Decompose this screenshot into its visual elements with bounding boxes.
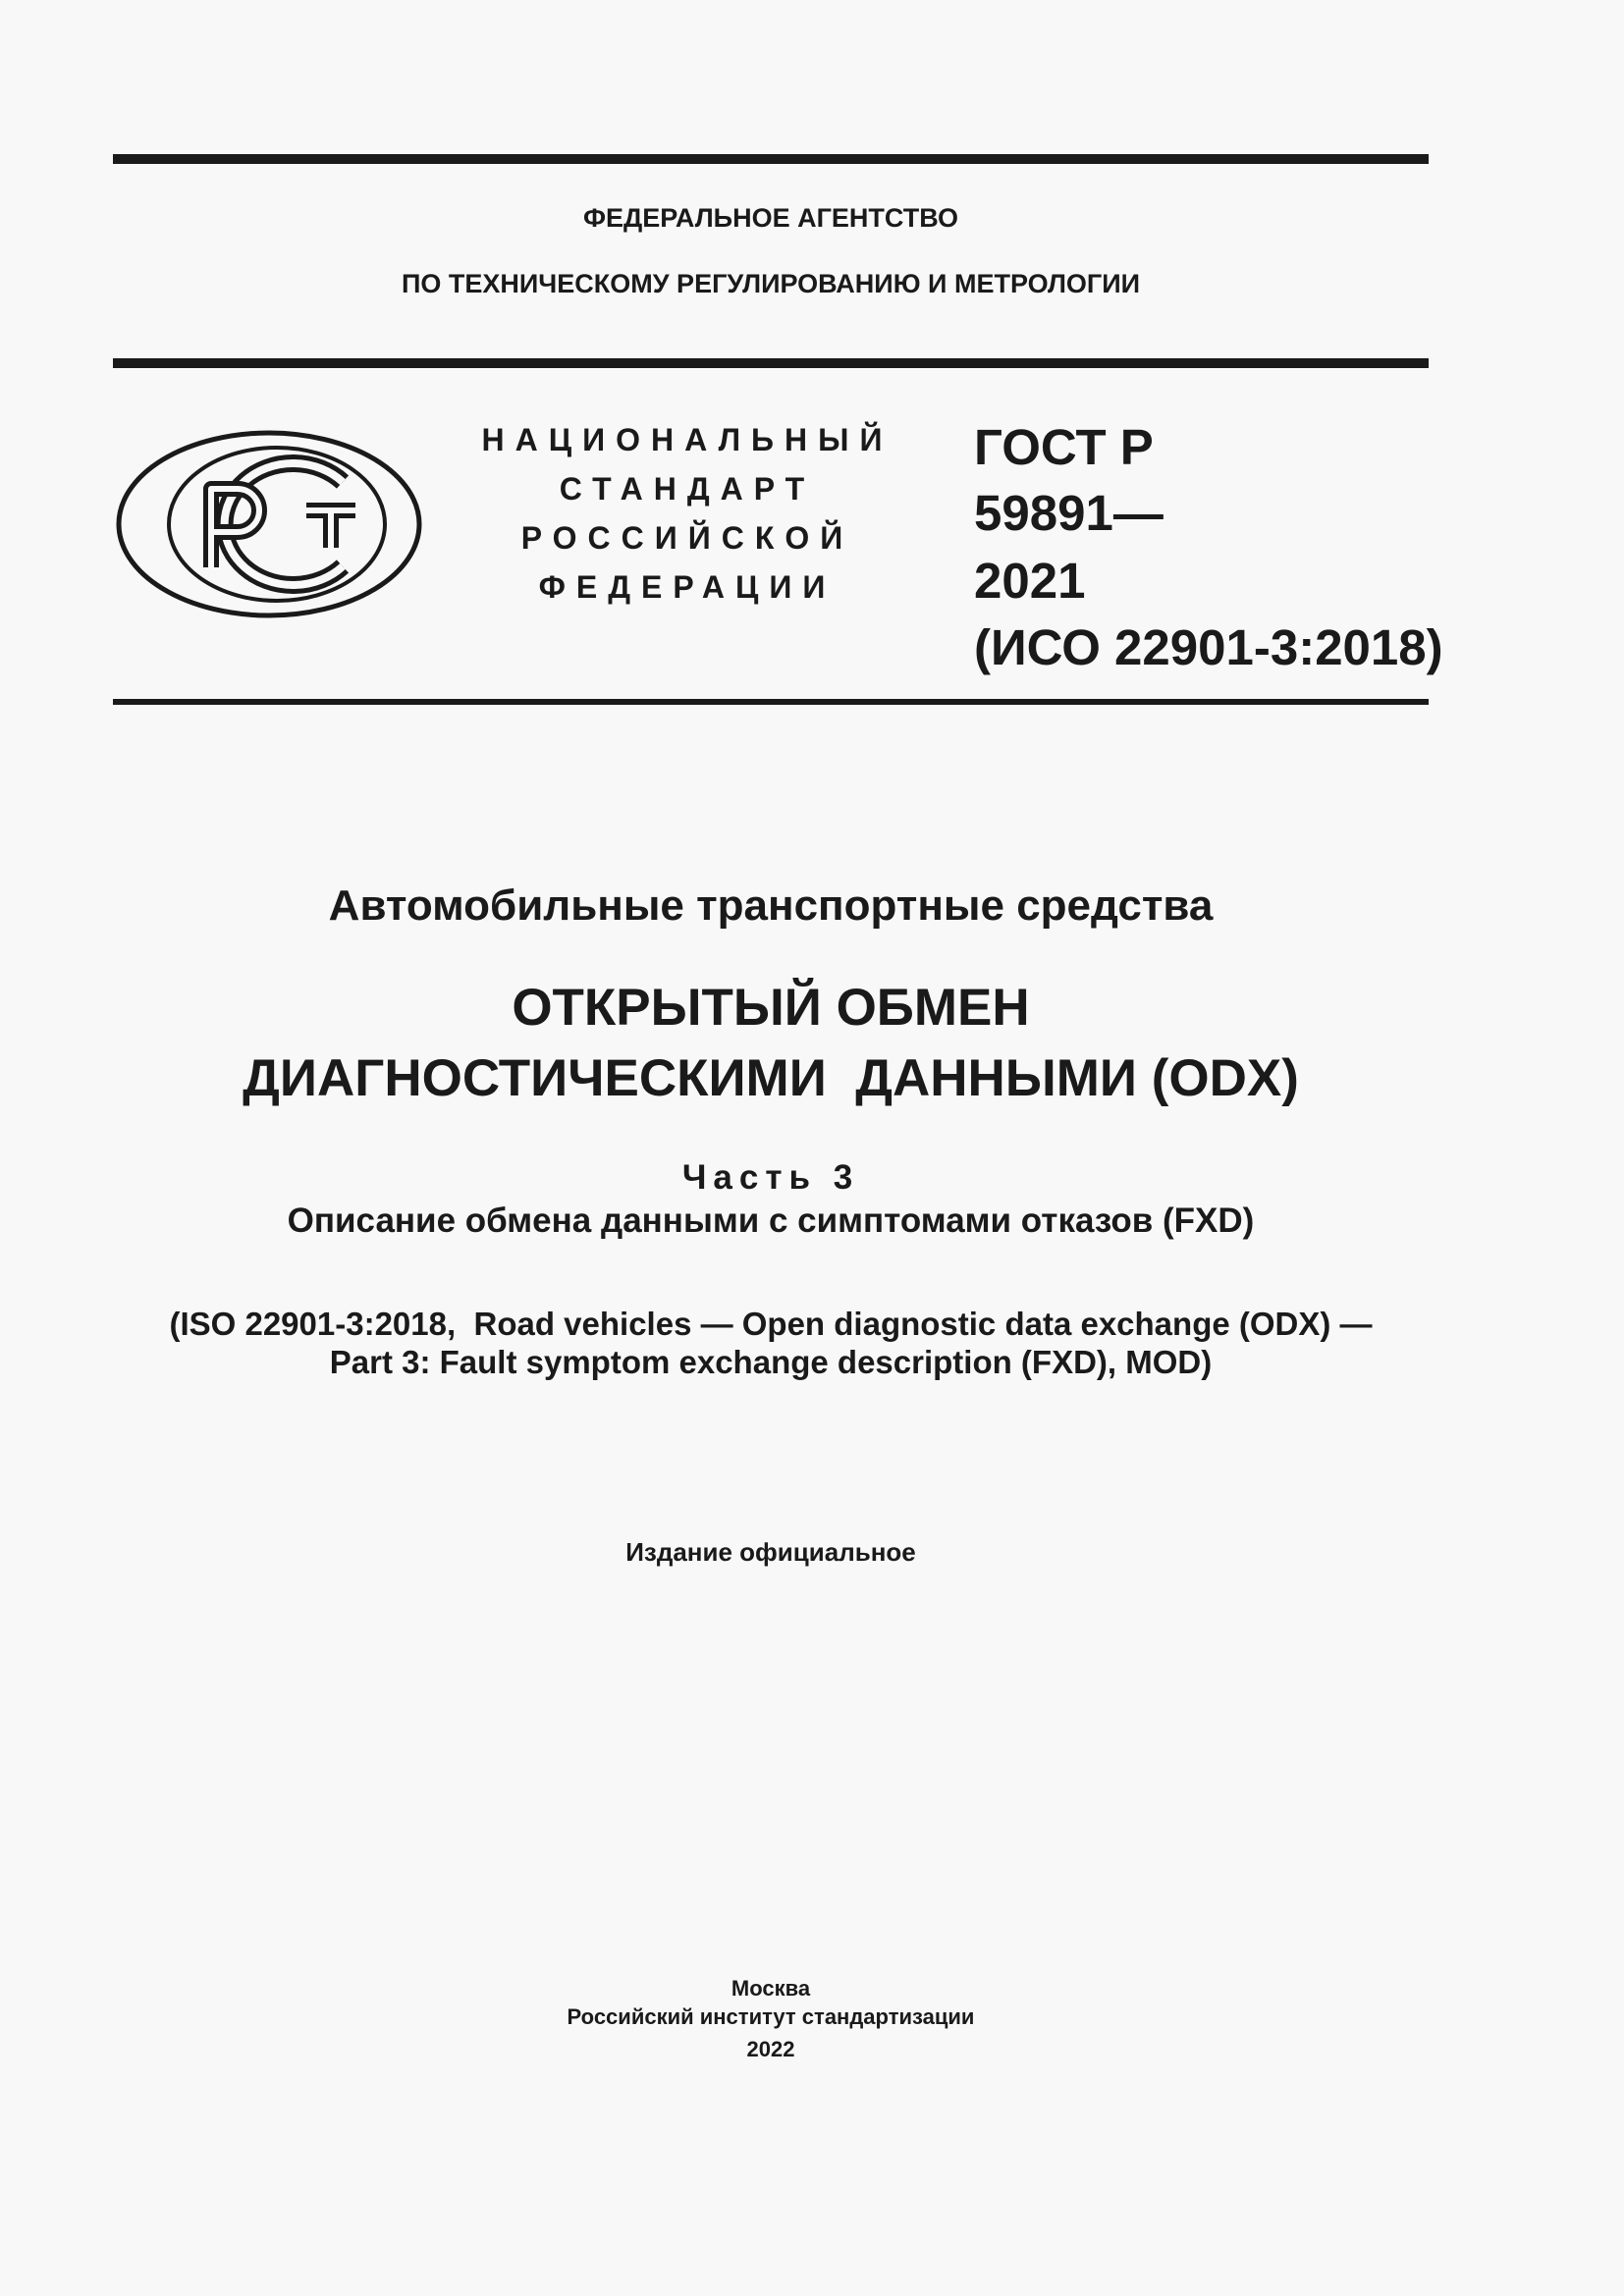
standard-designation-line: (ИСО 22901-3:2018)	[974, 619, 1443, 675]
national-standard-line: НАЦИОНАЛЬНЫЙ	[481, 422, 893, 457]
national-standard-line: ФЕДЕРАЦИИ	[538, 569, 837, 605]
imprint-city: Москва	[731, 1976, 811, 2001]
agency-bottom-rule	[113, 358, 1429, 368]
national-standard-line: СТАНДАРТ	[559, 471, 816, 507]
document-title-line2: ДИАГНОСТИЧЕСКИМИ ДАННЫМИ (ODX)	[243, 1049, 1299, 1107]
part-label: Часть 3	[681, 1158, 860, 1197]
standard-designation-line: 2021	[974, 553, 1086, 609]
imprint-year: 2022	[746, 2037, 795, 2061]
rst-conformity-mark-icon	[115, 428, 423, 620]
iso-reference-line1: (ISO 22901-3:2018, Road vehicles — Open diagnostic data exchange (ODX) —	[169, 1306, 1373, 1342]
standard-designation-line: ГОСТ Р	[974, 419, 1154, 475]
agency-name-line2: ПО ТЕХНИЧЕСКОМУ РЕГУЛИРОВАНИЮ И МЕТРОЛОГИИ	[401, 269, 1141, 298]
document-title-line1: ОТКРЫТЫЙ ОБМЕН	[512, 979, 1030, 1037]
standard-designation-line: 59891—	[974, 485, 1164, 541]
part-title: Описание обмена данными с симптомами отказов (FXD)	[287, 1201, 1255, 1240]
document-subject: Автомобильные транспортные средства	[328, 881, 1214, 930]
edition-note: Издание официальное	[625, 1537, 916, 1567]
agency-name-line1: ФЕДЕРАЛЬНОЕ АГЕНТСТВО	[582, 203, 959, 233]
iso-reference-line2: Part 3: Fault symptom exchange description (FXD), MOD)	[329, 1344, 1213, 1380]
national-standard-line: РОССИЙСКОЙ	[520, 520, 854, 556]
top-rule	[113, 154, 1429, 164]
imprint-publisher: Российский институт стандартизации	[567, 2004, 975, 2029]
header-bottom-rule	[113, 699, 1429, 705]
